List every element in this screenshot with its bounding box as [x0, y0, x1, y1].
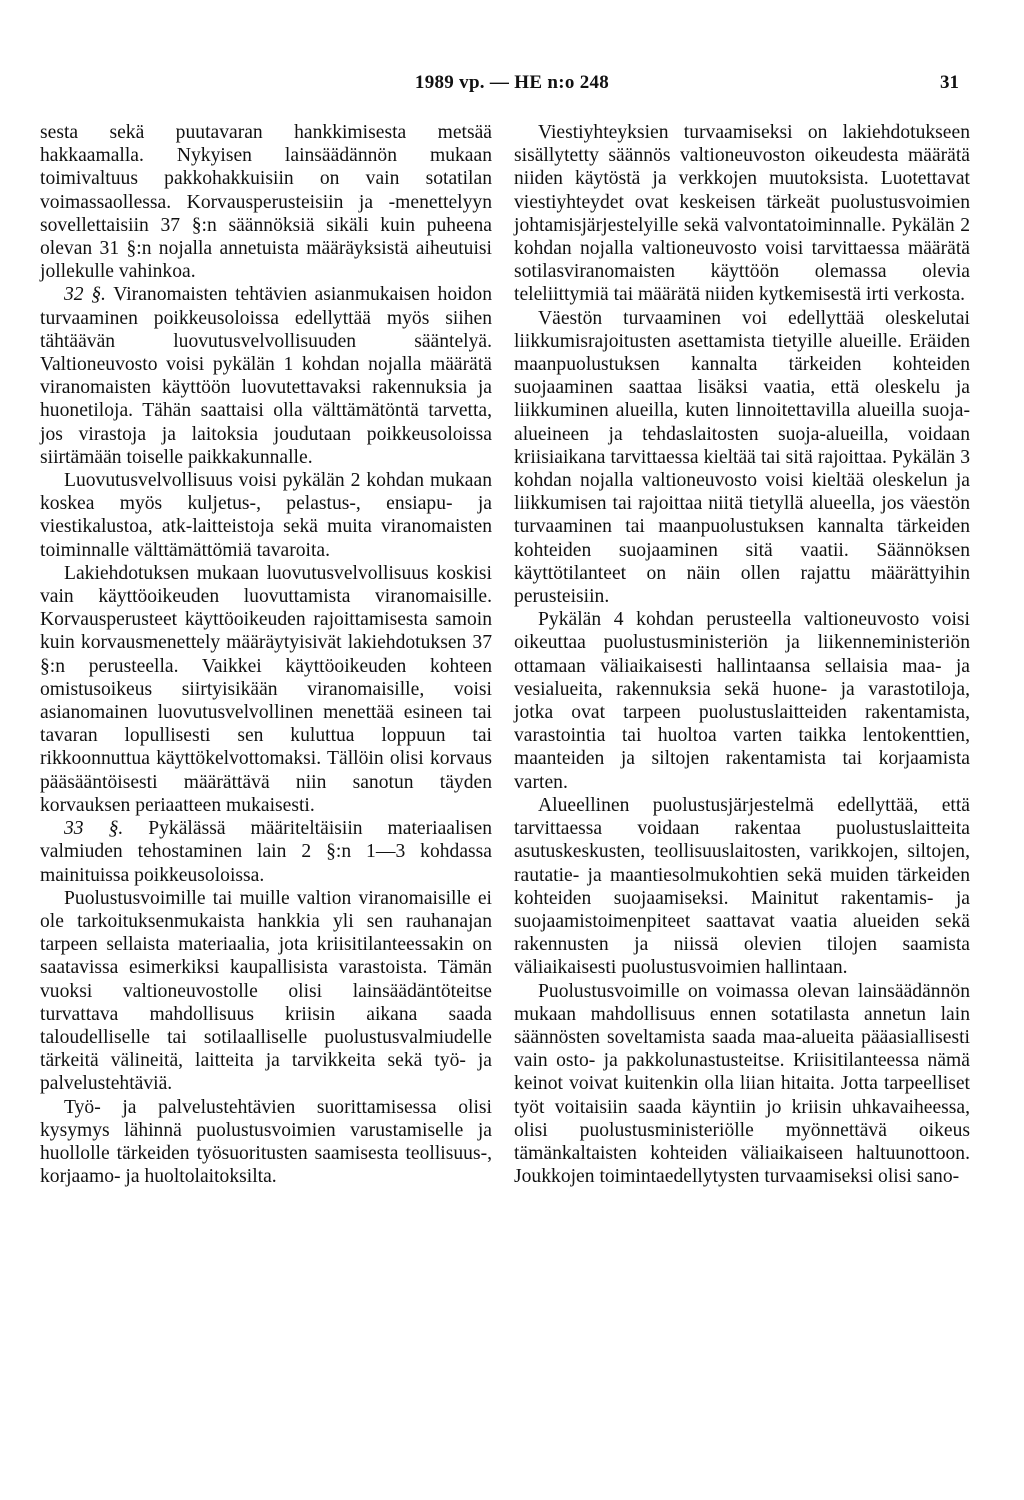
right-column	[514, 121, 970, 1188]
page-header	[0, 72, 1024, 102]
page-number: 31	[940, 72, 959, 93]
document-title: 1989 vp. — HE n:o 248	[414, 72, 610, 93]
paragraph: Väestön turvaaminen voi edellyttää oleskelutai liikkumisrajoitusten asettamista tietyille alueille. Eräiden maanpuolustuksen kannalta tärkeiden kohteiden suojaaminen saattaa lisäksi vaatia, että oleskelu ja liikkuminen alueilla, kuten linnoitettavilla alueilla suoja-alueineen ja tehdaslaitosten suoja-alueilla, voidaan kriisiaikana tarvittaessa kieltää tai sitä rajoittaa. Pykälän 3 kohdan nojalla valtioneuvosto voisi kieltää oleskelun ja liikkumisen tai rajoittaa niitä tietyllä alueella, jos väestön turvaaminen tai maanpuolustuksen kannalta tärkeiden kohteiden suojaaminen sitä vaatii. Säännöksen käyttötilanteet on näin ollen rajattu määrättyihin perusteisiin.	[514, 307, 970, 608]
paragraph: 33 §. Pykälässä määriteltäisiin materiaalisen valmiuden tehostaminen lain 2 §:n 1—3 kohdassa mainituissa poikkeusoloissa.	[40, 818, 492, 886]
paragraph: Työ- ja palvelustehtävien suorittamisessa olisi kysymys lähinnä puolustusvoimien varustamiselle ja huollolle tärkeiden työsuoritusten saamisesta teollisuus-, korjaamo- ja huoltolaitoksilta.	[40, 1096, 492, 1188]
left-column	[40, 121, 492, 1188]
section-number: 33 §.	[64, 818, 124, 840]
paragraph: Puolustusvoimille on voimassa olevan lainsäädännön mukaan mahdollisuus ennen sotatilasta annetun lain säännösten soveltamista saada maa-alueita pääasiallisesti vain osto- ja pakkolunastusteitse. Kriisitilanteessa nämä keinot voivat kuitenkin olla liian hitaita. Jotta tarpeelliset työt voitaisiin saada käyntiin jo kriisin uhkavaiheessa, olisi puolustusministeriölle myönnettävä oikeus tämänkaltaisten kohteiden väliaikaiseen haltuunottoon. Joukkojen toimintaedellytysten turvaamiseksi olisi sano-	[514, 980, 970, 1188]
paragraph: Alueellinen puolustusjärjestelmä edellyttää, että tarvittaessa voidaan rakentaa puolustuslaitteita asutuskeskusten, teollisuuslaitosten, varikkojen, siltojen, rautatie- ja maantiesolmukohtien sekä muiden tärkeiden kohteiden suojaamiseksi. Mainitut rakentamis- ja suojaamistoimenpiteet saattavat vaatia alueiden sekä rakennusten ja niissä olevien tilojen saamista väliaikaisesti puolustusvoimien hallintaan.	[514, 794, 970, 979]
paragraph: Luovutusvelvollisuus voisi pykälän 2 kohdan mukaan koskea myös kuljetus-, pelastus-, ensiapu- ja viestikalustoa, atk-laitteistoja sekä muita viranomaisten toiminnalle välttämättömiä tavaroita.	[40, 470, 492, 561]
paragraph: Puolustusvoimille tai muille valtion viranomaisille ei ole tarkoituksenmukaista hankkia yli sen rauhanajan tarpeen sellaista materiaalia, jota kriisitilanteessakin on saatavissa esimerkiksi kaupallisista varastoista. Tämän vuoksi valtioneuvostolle olisi lainsäädäntöteitse turvattava mahdollisuus kriisin aikana saada taloudelliselle tai sotilaalliselle puolustusvalmiudelle tärkeitä välineitä, laitteita ja tarvikkeita sekä työ- ja palvelustehtäviä.	[40, 887, 492, 1095]
paragraph: Pykälän 4 kohdan perusteella valtioneuvosto voisi oikeuttaa puolustusministeriön ja liikenneministeriön ottamaan väliaikaisesti hallintaansa sellaisia maa- ja vesialueita, rakennuksia sekä huone- ja varastotiloja, jotka ovat tarpeen puolustuslaitteiden rakentamista, varastointia tai huoltoa varten taikka lentokenttien, maanteiden ja siltojen rakentamista tai korjaamista varten.	[514, 609, 970, 793]
paragraph: Viestiyhteyksien turvaamiseksi on lakiehdotukseen sisällytetty säännös valtioneuvoston oikeudesta määrätä niiden käytöstä ja verkkojen muutoksista. Luotettavat viestiyhteydet ovat keskeisen tärkeät puolustusvoimien johtamisjärjestelyille sekä valvontatoiminnalle. Pykälän 2 kohdan nojalla valtioneuvosto voisi tarvittaessa määrätä sotilasviranomaisten käyttöön olemassa olevia teleliittymiä tai määrätä niiden kytkemisestä irti verkosta.	[514, 122, 970, 306]
paragraph: Lakiehdotuksen mukaan luovutusvelvollisuus koskisi vain käyttöoikeuden luovuttamista viranomaisille. Korvausperusteet käyttöoikeuden rajoittamisesta samoin kuin korvausmenettely määräytyisivät lakiehdotuksen 37 §:n perusteella. Vaikkei käyttöoikeuden kohteen omistusoikeus siirtyisikään viranomaisille, voisi asianomainen luovutusvelvollinen menettää esineen tai tavaran lopullisesti sen kuluttua loppuun tai rikkoonnuttua käyttökelvottomaksi. Tällöin olisi korvaus pääsääntöisesti määrättävä niin sanotun täyden korvauksen periaatteen mukaisesti.	[40, 562, 492, 816]
section-number: 32 §.	[64, 284, 106, 306]
paragraph: sesta sekä puutavaran hankkimisesta metsää hakkaamalla. Nykyisen lainsäädännön mukaan toimivaltuus pakkohakkuisiin on vain sotatilan voimassaollessa. Korvausperusteisiin ja -menettelyyn sovellettaisiin 37 §:n säännöksiä sikäli kuin puheena olevan 31 §:n nojalla annetuista määräyksistä aiheutuisi jollekulle vahinkoa.	[40, 122, 492, 283]
paragraph: 32 §. Viranomaisten tehtävien asianmukaisen hoidon turvaaminen poikkeusoloissa edellyttää myös siihen tähtäävän luovutusvelvollisuuden sääntelyä. Valtioneuvosto voisi pykälän 1 kohdan nojalla määrätä viranomaisten käyttöön luovutettavaksi rakennuksia ja huonetiloja. Tähän saattaisi olla välttämätöntä tarvetta, jos virastoja ja laitoksia joudutaan poikkeusoloissa siirtämään toiselle paikkakunnalle.	[40, 284, 492, 468]
